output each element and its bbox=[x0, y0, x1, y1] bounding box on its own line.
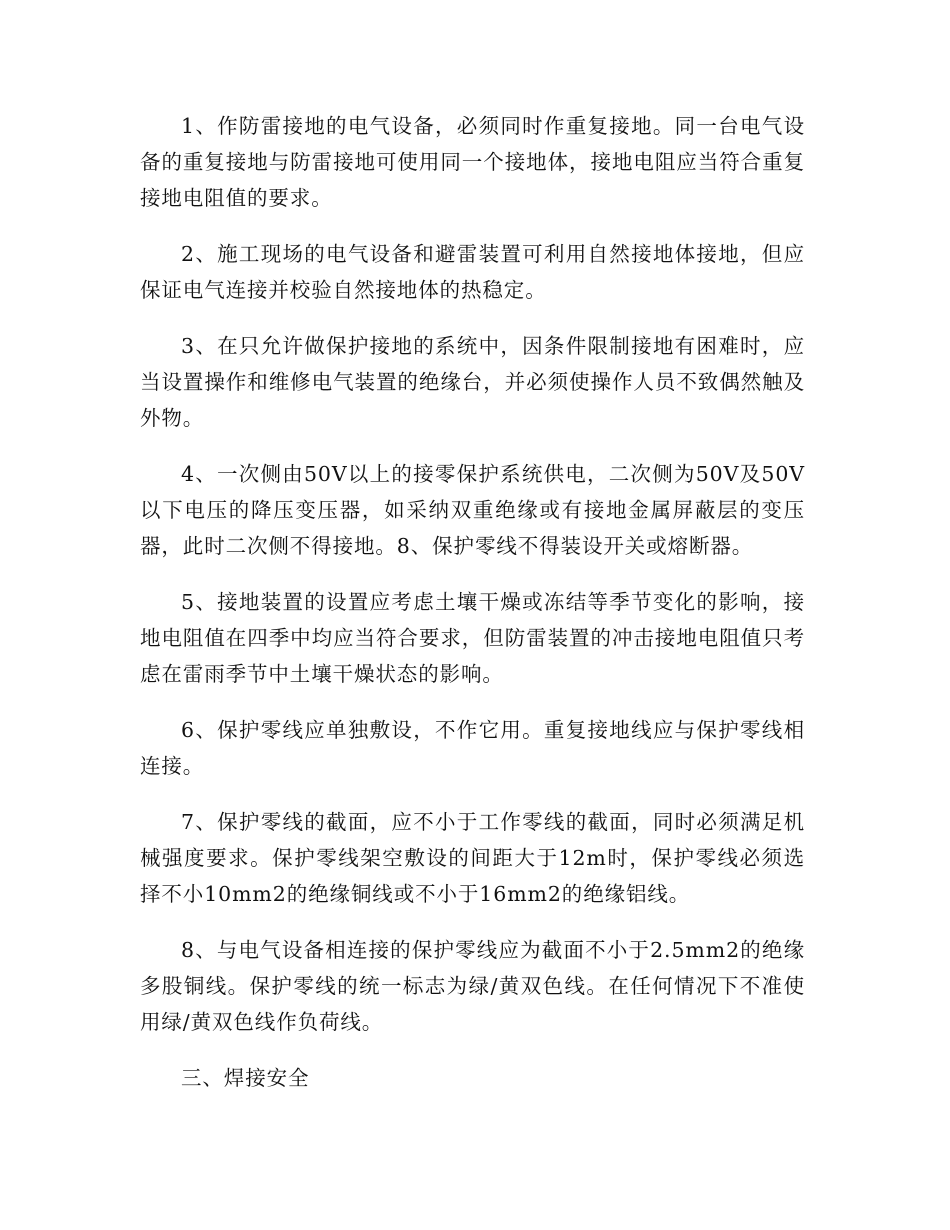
paragraph-8: 8、与电气设备相连接的保护零线应为截面不小于2.5mm2的绝缘多股铜线。保护零线的统一标志为绿/黄双色线。在任何情况下不准使用绿/黄双色线作负荷线。 bbox=[140, 938, 805, 1034]
paragraph-2: 2、施工现场的电气设备和避雷装置可利用自然接地体接地，但应保证电气连接并校验自然接地体的热稳定。 bbox=[140, 242, 805, 302]
paragraph-4: 4、一次侧由50V以上的接零保护系统供电，二次侧为50V及50V以下电压的降压变压器，如采纳双重绝缘或有接地金属屏蔽层的变压器，此时二次侧不得接地。8、保护零线不得装设开关或熔断器。 bbox=[140, 462, 805, 558]
paragraph-1: 1、作防雷接地的电气设备，必须同时作重复接地。同一台电气设备的重复接地与防雷接地可使用同一个接地体，接地电阻应当符合重复接地电阻值的要求。 bbox=[140, 114, 805, 210]
paragraph-7: 7、保护零线的截面，应不小于工作零线的截面，同时必须满足机械强度要求。保护零线架空敷设的间距大于12m时，保护零线必须选择不小10mm2的绝缘铜线或不小于16mm2的绝缘铝线。 bbox=[140, 810, 805, 906]
paragraph-3: 3、在只允许做保护接地的系统中，因条件限制接地有困难时，应当设置操作和维修电气装置的绝缘台，并必须使操作人员不致偶然触及外物。 bbox=[140, 334, 805, 430]
paragraph-6: 6、保护零线应单独敷设，不作它用。重复接地线应与保护零线相连接。 bbox=[140, 718, 805, 778]
document-body bbox=[140, 108, 805, 1096]
section-heading: 三、焊接安全 bbox=[181, 1066, 310, 1090]
paragraph-5: 5、接地装置的设置应考虑土壤干燥或冻结等季节变化的影响，接地电阻值在四季中均应当符合要求，但防雷装置的冲击接地电阻值只考虑在雷雨季节中土壤干燥状态的影响。 bbox=[140, 590, 805, 686]
